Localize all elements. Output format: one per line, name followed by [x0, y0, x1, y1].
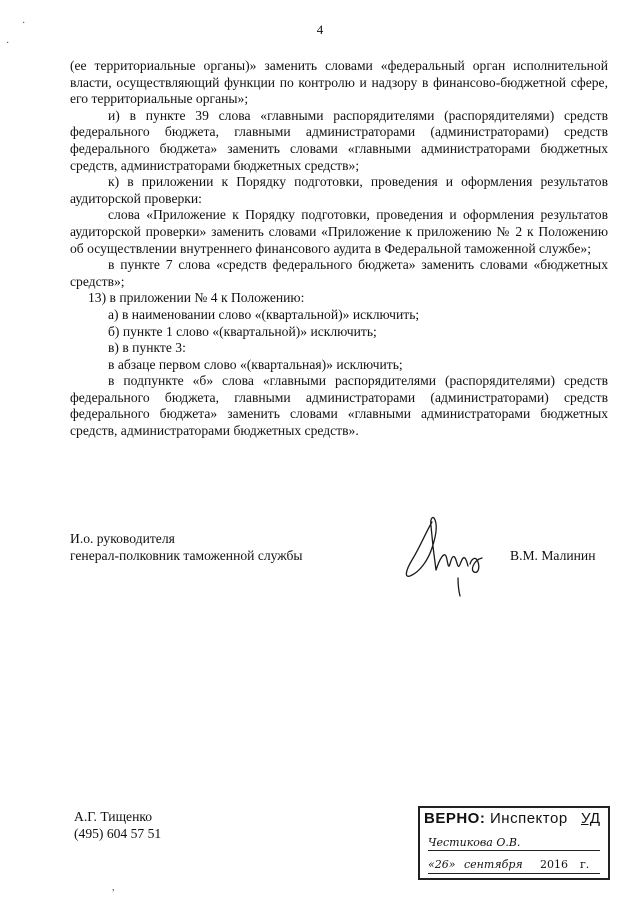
stamp-verno: ВЕРНО:	[424, 810, 486, 827]
paragraph: 13) в приложении № 4 к Положению:	[88, 290, 305, 306]
stamp-header	[424, 810, 568, 827]
signatory-title-line2: генерал-полковник таможенной службы	[70, 548, 303, 563]
scan-artifact: ·	[6, 38, 10, 49]
stamp-role: Инспектор	[490, 810, 568, 827]
stamp-line	[428, 873, 600, 874]
signature-block	[70, 530, 610, 564]
stamp-month-handwritten: сентября	[464, 858, 523, 871]
stamp-day-handwritten: «26»	[428, 858, 456, 871]
paragraph: в пункте 7 слова «средств федерального бюджета» заменить словами «бюджетных средств»;	[70, 257, 608, 289]
paragraph: слова «Приложение к Порядку подготовки, проведения и оформления результатов аудиторской проверки» заменить словами «Приложение к приложению № 2 к Положению об осуществлении внутреннего финансового аудита в Федеральной таможенной службе»;	[70, 207, 608, 256]
document-body	[70, 58, 608, 440]
page-number: 4	[316, 22, 324, 37]
stamp-year-suffix: г.	[580, 858, 590, 871]
stamp-department: УД	[580, 810, 600, 827]
paragraph: б) пункте 1 слово «(квартальной)» исключить;	[108, 323, 377, 339]
paragraph: в абзаце первом слово «(квартальная)» исключить;	[108, 356, 403, 372]
paragraph: а) в наименовании слово «(квартальной)» исключить;	[108, 306, 420, 322]
signatory-name: В.М. Малинин	[510, 548, 596, 563]
paragraph: в подпункте «б» слова «главными распорядителями (распорядителями) средств федерального бюджета, главными администраторами (администраторами) средств федерального бюджета» заменить словами «главными администраторами бюджетных средств, администраторами бюджетных средств».	[70, 373, 608, 439]
scan-artifact: ·	[22, 18, 26, 29]
paragraph: в) в пункте 3:	[108, 340, 186, 356]
stamp-name-handwritten: Честикова О.В.	[428, 836, 521, 849]
contact-phone: (495) 604 57 51	[74, 826, 162, 841]
contact-name: А.Г. Тищенко	[74, 809, 153, 824]
paragraph: к) в приложении к Порядку подготовки, проведения и оформления результатов аудиторской проверки:	[70, 174, 608, 206]
signatory-title-line1: И.о. руководителя	[70, 531, 175, 546]
scan-artifact: ,	[112, 882, 115, 893]
paragraph: и) в пункте 39 слова «главными распорядителями (распорядителями) средств федерального бюджета, главными администраторами (администраторами) средств федерального бюджета» заменить словами «главными администраторами бюджетных средств, администраторами бюджетных средств»;	[70, 107, 608, 173]
contact-block	[74, 808, 161, 842]
stamp-line	[428, 850, 600, 851]
stamp-year: 2016	[540, 858, 568, 871]
verification-stamp	[418, 806, 610, 880]
paragraph: (ее территориальные органы)» заменить словами «федеральный орган исполнительной власти, осуществляющий функции по контролю и надзору в финансово-бюджетной сфере, его территориальные органы»;	[70, 58, 608, 107]
